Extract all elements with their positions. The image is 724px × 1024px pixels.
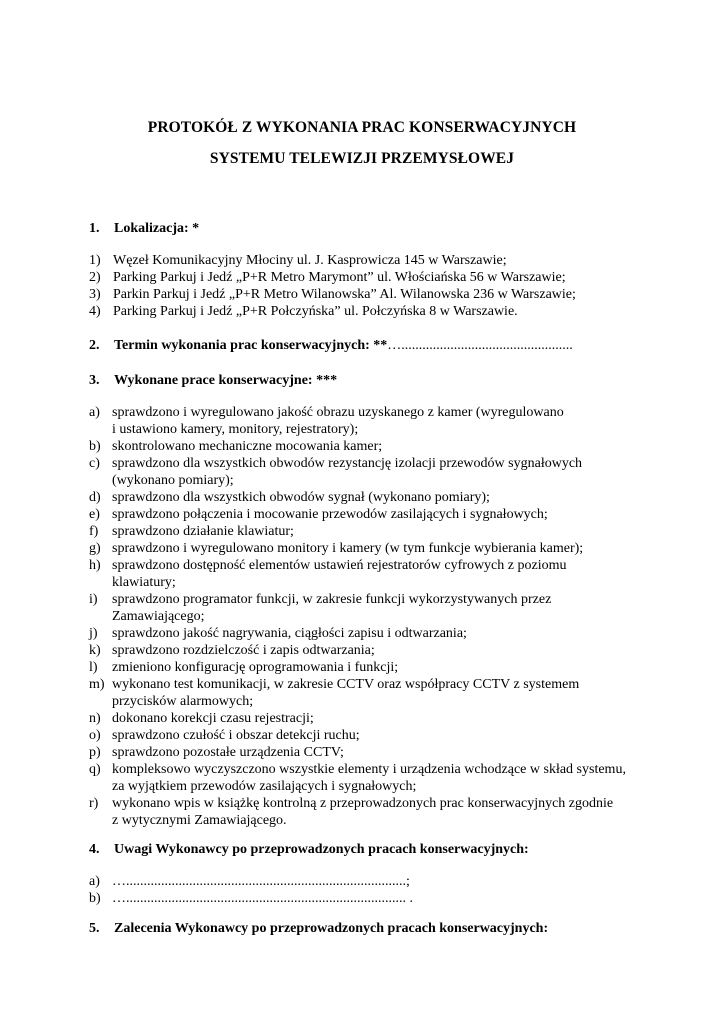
list-text: sprawdzono połączenia i mocowanie przewodów zasilających i sygnałowych; xyxy=(112,507,548,522)
list-marker: r) xyxy=(89,796,99,811)
list-item xyxy=(89,676,657,710)
list-text: Parking Parkuj i Jedź „P+R Metro Marymont” ul. Włościańska 56 w Warszawie; xyxy=(113,270,566,285)
list-marker: o) xyxy=(89,728,101,743)
list-text: sprawdzono dla wszystkich obwodów rezystancję izolacji przewodów sygnałowych xyxy=(112,456,583,471)
list-text: Parkin Parkuj i Jedź „P+R Metro Wilanowska” Al. Wilanowska 236 w Warszawie; xyxy=(113,287,576,302)
list-marker: e) xyxy=(89,507,100,522)
list-text: sprawdzono i wyregulowano monitory i kamery (w tym funkcje wybierania kamer); xyxy=(112,541,584,556)
document-title-line-1: PROTOKÓŁ Z WYKONANIA PRAC KONSERWACYJNYCH xyxy=(147,119,577,136)
remarks-list xyxy=(89,873,657,907)
list-text: sprawdzono i wyregulowano jakość obrazu uzyskanego z kamer (wyregulowano xyxy=(112,405,564,420)
list-item xyxy=(89,873,657,890)
location-list xyxy=(89,252,657,320)
list-marker: d) xyxy=(89,490,101,505)
list-marker: j) xyxy=(89,626,98,641)
list-marker: i) xyxy=(89,592,98,607)
list-text-continued: i ustawiono kamery, monitory, rejestratory); xyxy=(112,422,359,437)
list-text-continued: za wyjątkiem przewodów zasilających i sygnałowych; xyxy=(112,779,417,794)
list-marker: h) xyxy=(89,558,101,573)
list-item xyxy=(89,506,657,523)
list-marker: 1) xyxy=(89,253,101,268)
list-marker: 2) xyxy=(89,270,101,285)
list-item xyxy=(89,625,657,642)
section-number: 1. xyxy=(89,221,100,236)
list-item xyxy=(89,795,657,829)
list-item xyxy=(89,540,657,557)
list-marker: b) xyxy=(89,891,101,906)
list-text-continued: klawiatury; xyxy=(112,575,176,590)
list-item xyxy=(89,252,657,269)
list-item xyxy=(89,523,657,540)
list-item xyxy=(89,727,657,744)
list-text: kompleksowo wyczyszczono wszystkie elementy i urządzenia wchodzące w skład systemu, xyxy=(112,762,626,777)
list-text: wykonano wpis w książkę kontrolną z przeprowadzonych prac konserwacyjnych zgodnie xyxy=(112,796,614,811)
list-marker: l) xyxy=(89,660,98,675)
list-item xyxy=(89,303,657,320)
list-marker: k) xyxy=(89,643,101,658)
section-number: 2. xyxy=(89,338,100,353)
list-item xyxy=(89,489,657,506)
remarks-fill-line[interactable]: …................................................................................; xyxy=(112,874,410,889)
list-text: dokonano korekcji czasu rejestracji; xyxy=(112,711,314,726)
list-item xyxy=(89,659,657,676)
remarks-fill-line[interactable]: …................................................................................ . xyxy=(112,891,413,906)
list-text: sprawdzono działanie klawiatur; xyxy=(112,524,294,539)
list-item xyxy=(89,438,657,455)
list-text-continued: Zamawiającego; xyxy=(112,609,205,624)
section-label: Uwagi Wykonawcy po przeprowadzonych pracach konserwacyjnych: xyxy=(114,842,529,857)
section-number: 3. xyxy=(89,373,100,388)
list-text: sprawdzono dostępność elementów ustawień rejestratorów cyfrowych z poziomu xyxy=(112,558,567,573)
list-marker: 4) xyxy=(89,304,101,319)
works-list xyxy=(89,404,657,829)
list-text-continued: z wytycznymi Zamawiającego. xyxy=(112,813,287,828)
section-label: Termin wykonania prac konserwacyjnych: ** xyxy=(114,338,388,353)
list-marker: g) xyxy=(89,541,101,556)
list-text: Węzeł Komunikacyjny Młociny ul. J. Kasprowicza 145 w Warszawie; xyxy=(113,253,507,268)
list-text: sprawdzono programator funkcji, w zakresie funkcji wykorzystywanych przez xyxy=(112,592,552,607)
list-item xyxy=(89,455,657,489)
date-fill-line[interactable]: …................................................. xyxy=(387,338,573,353)
list-marker: a) xyxy=(89,874,100,889)
section-number: 5. xyxy=(89,921,100,936)
list-marker: c) xyxy=(89,456,100,471)
list-item xyxy=(89,642,657,659)
section-label: Wykonane prace konserwacyjne: *** xyxy=(114,373,338,388)
list-marker: q) xyxy=(89,762,101,777)
list-marker: b) xyxy=(89,439,101,454)
list-text: wykonano test komunikacji, w zakresie CCTV oraz współpracy CCTV z systemem xyxy=(112,677,580,692)
list-text: skontrolowano mechaniczne mocowania kamer; xyxy=(112,439,383,454)
list-item xyxy=(89,761,657,795)
list-text: sprawdzono dla wszystkich obwodów sygnał (wykonano pomiary); xyxy=(112,490,490,505)
section-label: Lokalizacja: * xyxy=(114,221,200,236)
list-item xyxy=(89,744,657,761)
list-text: sprawdzono pozostałe urządzenia CCTV; xyxy=(112,745,344,760)
list-item xyxy=(89,890,657,907)
list-item xyxy=(89,710,657,727)
section-heading-remarks xyxy=(89,841,529,858)
section-label: Zalecenia Wykonawcy po przeprowadzonych pracach konserwacyjnych: xyxy=(114,921,549,936)
list-item xyxy=(89,404,657,438)
list-text: sprawdzono jakość nagrywania, ciągłości zapisu i odtwarzania; xyxy=(112,626,467,641)
list-marker: n) xyxy=(89,711,101,726)
section-number: 4. xyxy=(89,842,100,857)
section-heading-recommendations xyxy=(89,920,548,937)
list-item xyxy=(89,286,657,303)
list-marker: p) xyxy=(89,745,101,760)
list-marker: m) xyxy=(89,677,105,692)
list-item xyxy=(89,591,657,625)
list-text: Parking Parkuj i Jedź „P+R Połczyńska” ul. Połczyńska 8 w Warszawie. xyxy=(113,304,518,319)
list-marker: f) xyxy=(89,524,99,539)
list-text: sprawdzono rozdzielczość i zapis odtwarzania; xyxy=(112,643,375,658)
section-heading-works xyxy=(89,372,337,389)
list-text: sprawdzono czułość i obszar detekcji ruchu; xyxy=(112,728,360,743)
list-item xyxy=(89,269,657,286)
section-heading-date xyxy=(89,337,573,354)
list-marker: 3) xyxy=(89,287,101,302)
list-item xyxy=(89,557,657,591)
list-marker: a) xyxy=(89,405,100,420)
list-text: zmieniono konfigurację oprogramowania i funkcji; xyxy=(112,660,399,675)
document-title-line-2: SYSTEMU TELEWIZJI PRZEMYSŁOWEJ xyxy=(209,150,515,167)
list-text-continued: (wykonano pomiary); xyxy=(112,473,234,488)
section-heading-location xyxy=(89,220,199,237)
list-text-continued: przycisków alarmowych; xyxy=(112,694,254,709)
